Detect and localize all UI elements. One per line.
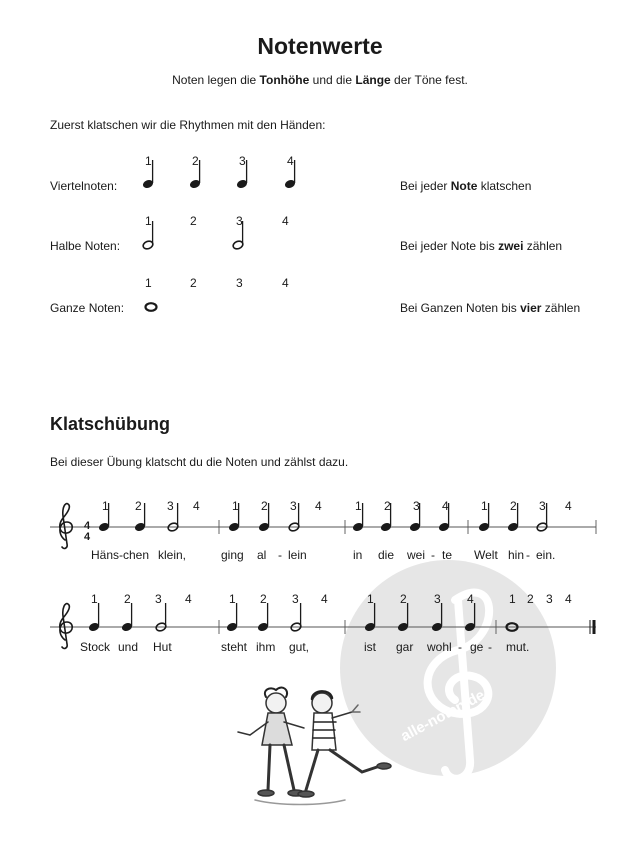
treble-clef-icon	[60, 504, 72, 549]
count-number: 3	[236, 214, 243, 228]
quarter-note	[226, 603, 238, 632]
lyric: te	[442, 548, 453, 562]
lyric: klein,	[158, 548, 187, 562]
lyric: die	[378, 548, 395, 562]
count-number: 3	[546, 592, 553, 606]
lyric: wei	[407, 548, 426, 562]
count-number: 3	[292, 592, 299, 606]
lyric: -	[431, 548, 435, 562]
lyric: -	[278, 548, 282, 562]
half-note	[142, 221, 154, 250]
row-label-half: Halbe Noten:	[50, 239, 121, 253]
count-number: 1	[355, 499, 362, 513]
count-number: 3	[434, 592, 441, 606]
count-number: 4	[185, 592, 192, 606]
count-number: 2	[527, 592, 534, 606]
subtitle-text: und die	[309, 73, 356, 87]
lyric: hin	[508, 548, 525, 562]
row-desc-whole: Bei Ganzen Noten bis vier zählen	[400, 301, 581, 315]
count-number: 2	[260, 592, 267, 606]
count-number: 4	[193, 499, 200, 513]
lyric: ein.	[536, 548, 556, 562]
lyric: lein	[288, 548, 307, 562]
half-note	[290, 603, 302, 632]
lyric: steht	[221, 640, 248, 654]
exercise-instruction: Bei dieser Übung klatscht du die Noten und zählst dazu.	[50, 455, 349, 469]
quarter-note	[189, 160, 201, 189]
row-desc-quarter: Bei jeder Note klatschen	[400, 179, 532, 193]
page-title: Notenwerte	[257, 33, 383, 59]
half-note	[232, 221, 244, 250]
time-signature-top: 4	[84, 520, 91, 532]
subtitle-text: der Töne fest.	[390, 73, 468, 87]
lyric: -	[526, 548, 530, 562]
watermark-text: alle-noten.de	[398, 686, 488, 746]
lyric: al	[257, 548, 267, 562]
lyric: Häns-chen	[91, 548, 150, 562]
count-number: 4	[565, 592, 572, 606]
count-number: 1	[229, 592, 236, 606]
count-number: 3	[413, 499, 420, 513]
quarter-note	[284, 160, 296, 189]
count-number: 2	[510, 499, 517, 513]
count-number: 2	[192, 154, 199, 168]
count-number: 1	[367, 592, 374, 606]
count-number: 2	[261, 499, 268, 513]
count-number: 3	[236, 276, 243, 290]
row-label-whole: Ganze Noten:	[50, 301, 125, 315]
subtitle-text: Noten legen die	[172, 73, 260, 87]
count-number: 2	[135, 499, 142, 513]
quarter-note	[142, 160, 154, 189]
count-number: 4	[565, 499, 572, 513]
lyric: ge	[470, 640, 484, 654]
lyric: und	[118, 640, 139, 654]
subtitle-bold-pitch: Tonhöhe	[259, 73, 310, 87]
count-number: 3	[239, 154, 246, 168]
count-number: 4	[467, 592, 474, 606]
row-label-quarter: Viertelnoten:	[50, 179, 118, 193]
treble-clef-icon	[60, 604, 72, 649]
count-number: 3	[167, 499, 174, 513]
whole-note	[146, 303, 157, 311]
quarter-note	[121, 603, 133, 632]
lyric: Welt	[474, 548, 498, 562]
count-number: 1	[102, 499, 109, 513]
quarter-note	[88, 603, 100, 632]
count-number: 4	[287, 154, 294, 168]
count-number: 1	[232, 499, 239, 513]
count-number: 4	[282, 214, 289, 228]
lyric: gar	[396, 640, 414, 654]
lyric: in	[353, 548, 363, 562]
count-number: 4	[321, 592, 328, 606]
count-number: 2	[400, 592, 407, 606]
count-number: 4	[282, 276, 289, 290]
count-number: 1	[481, 499, 488, 513]
lyric: mut.	[506, 640, 530, 654]
lyric: Stock	[80, 640, 111, 654]
count-number: 2	[190, 214, 197, 228]
lyric: ging	[221, 548, 244, 562]
row-desc-half: Bei jeder Note bis zwei zählen	[400, 239, 563, 253]
count-number: 3	[539, 499, 546, 513]
count-number: 2	[384, 499, 391, 513]
count-number: 1	[91, 592, 98, 606]
intro-text: Zuerst klatschen wir die Rhythmen mit den Händen:	[50, 118, 326, 132]
quarter-note	[236, 160, 248, 189]
count-number: 2	[124, 592, 131, 606]
lyric: Hut	[153, 640, 172, 654]
lyric: wohl	[427, 640, 452, 654]
time-signature-bottom: 4	[84, 531, 91, 543]
lyric: ist	[364, 640, 376, 654]
count-number: 4	[315, 499, 322, 513]
half-note	[155, 603, 167, 632]
section-title: Klatschübung	[50, 414, 170, 434]
count-number: 1	[145, 276, 152, 290]
lyric: -	[458, 640, 462, 654]
lyric: -	[488, 640, 492, 654]
row-notes-whole	[146, 303, 157, 311]
row-notes-quarter	[142, 160, 296, 189]
subtitle-bold-length: Länge	[355, 73, 391, 87]
lyric: gut,	[289, 640, 310, 654]
count-number: 1	[145, 154, 152, 168]
count-number: 2	[190, 276, 197, 290]
count-number: 1	[145, 214, 152, 228]
row-notes-half	[142, 221, 244, 250]
count-number: 3	[290, 499, 297, 513]
count-number: 4	[442, 499, 449, 513]
count-number: 1	[509, 592, 516, 606]
lyric: ihm	[256, 640, 276, 654]
quarter-note	[257, 603, 269, 632]
count-number: 3	[155, 592, 162, 606]
